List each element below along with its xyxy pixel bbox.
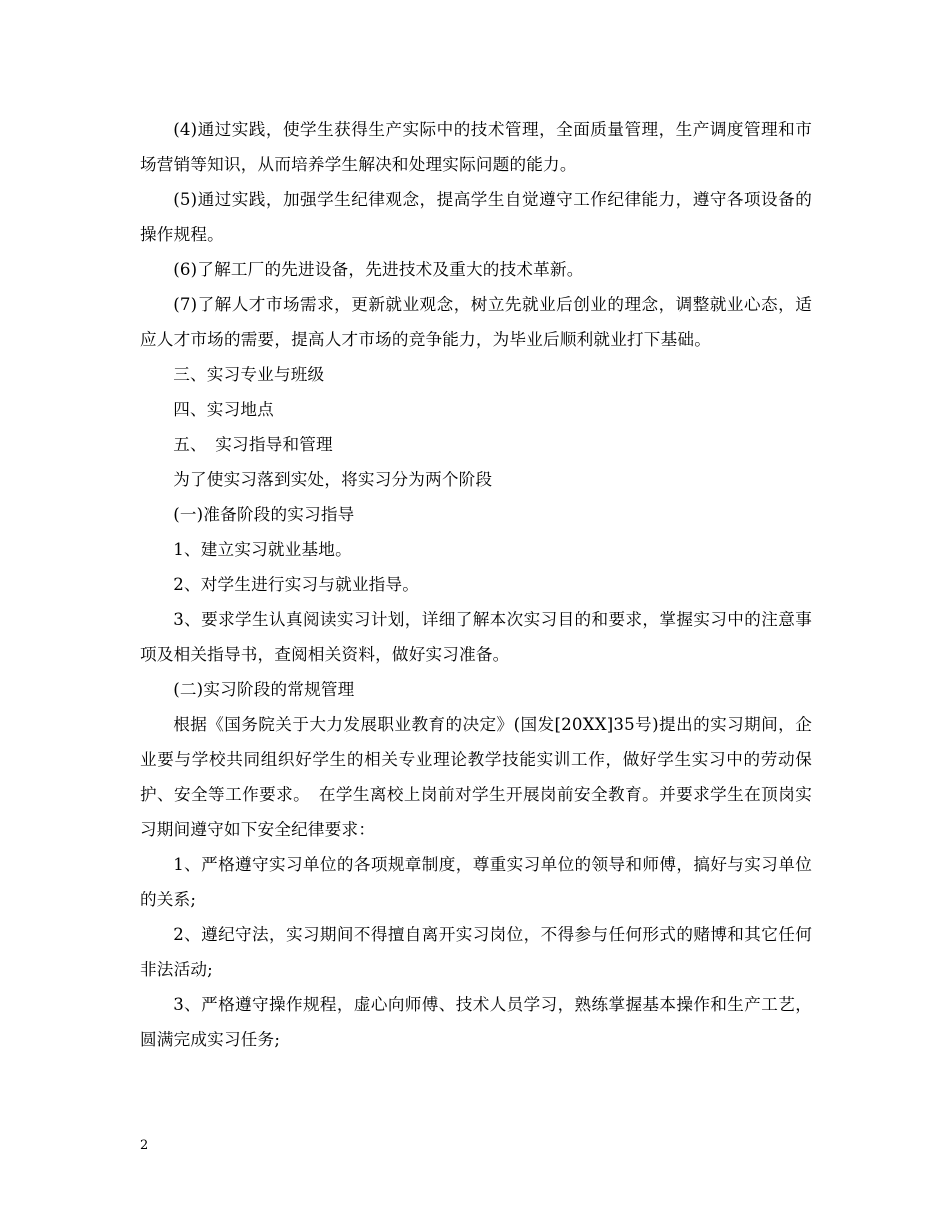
section-heading-location: 四、实习地点 bbox=[173, 400, 274, 419]
list-item-rule-2: 2、遵纪守法，实习期间不得擅自离开实习岗位，不得参与任何形式的赌博和其它任何非法活动; bbox=[140, 925, 812, 979]
subheading-preparation-stage: (一)准备阶段的实习指导 bbox=[173, 505, 355, 524]
paragraph-goal-6: (6)了解工厂的先进设备，先进技术及重大的技术革新。 bbox=[173, 260, 584, 279]
paragraph-goal-7: (7)了解人才市场需求，更新就业观念，树立先就业后创业的理念，调整就业心态，适应人才市场的需要，提高人才市场的竞争能力，为毕业后顺利就业打下基础。 bbox=[140, 295, 812, 349]
page-number: 2 bbox=[140, 1138, 149, 1153]
subheading-routine-management: (二)实习阶段的常规管理 bbox=[173, 680, 355, 699]
list-item-prep-1: 1、建立实习就业基地。 bbox=[173, 540, 352, 559]
paragraph-two-stages: 为了使实习落到实处，将实习分为两个阶段 bbox=[173, 470, 493, 489]
paragraph-policy-basis: 根据《国务院关于大力发展职业教育的决定》(国发[20XX]35号)提出的实习期间，企业要与学校共同组织好学生的相关专业理论教学技能实训工作，做好学生实习中的劳动保护、安全等工作要求。 在学生离校上岗前对学生开展岗前安全教育。并要求学生在顶岗实习期间遵守如下安全纪律要求： bbox=[140, 715, 812, 839]
list-item-rule-1: 1、严格遵守实习单位的各项规章制度，尊重实习单位的领导和师傅，搞好与实习单位的关系; bbox=[140, 855, 812, 909]
section-heading-guidance: 五、 实习指导和管理 bbox=[173, 435, 333, 454]
list-item-prep-2: 2、对学生进行实习与就业指导。 bbox=[173, 575, 420, 594]
section-heading-major-class: 三、实习专业与班级 bbox=[173, 365, 325, 384]
list-item-prep-3: 3、要求学生认真阅读实习计划，详细了解本次实习目的和要求，掌握实习中的注意事项及相关指导书，查阅相关资料，做好实习准备。 bbox=[140, 610, 812, 664]
list-item-rule-3: 3、严格遵守操作规程，虚心向师傅、技术人员学习，熟练掌握基本操作和生产工艺，圆满完成实习任务; bbox=[140, 995, 812, 1049]
paragraph-goal-4: (4)通过实践，使学生获得生产实际中的技术管理，全面质量管理，生产调度管理和市场营销等知识，从而培养学生解决和处理实际问题的能力。 bbox=[140, 120, 812, 174]
paragraph-goal-5: (5)通过实践，加强学生纪律观念，提高学生自觉遵守工作纪律能力，遵守各项设备的操作规程。 bbox=[140, 190, 812, 244]
document-body bbox=[140, 112, 812, 1057]
